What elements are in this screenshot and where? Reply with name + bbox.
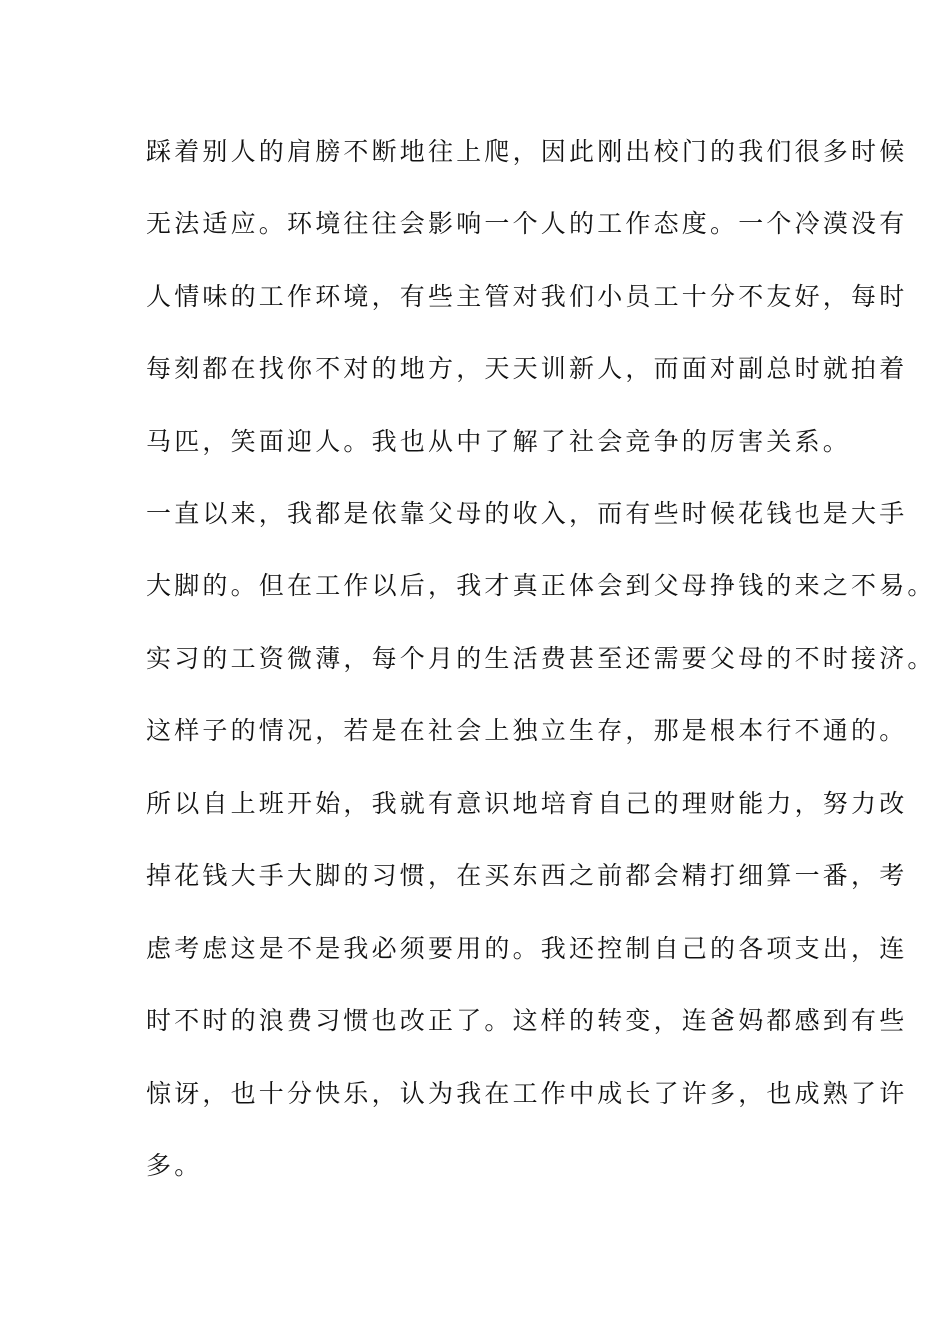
text-line: 这样子的情况，若是在社会上独立生存，那是根本行不通的。 <box>146 716 908 745</box>
text-line: 所以自上班开始，我就有意识地培育自己的理财能力，努力改 <box>146 789 908 818</box>
text-line: 无法适应。环境往往会影响一个人的工作态度。一个冷漠没有 <box>146 209 908 238</box>
text-line: 一直以来，我都是依靠父母的收入，而有些时候花钱也是大手 <box>146 499 908 528</box>
text-line: 虑考虑这是不是我必须要用的。我还控制自己的各项支出，连 <box>146 934 908 963</box>
text-line: 掉花钱大手大脚的习惯，在买东西之前都会精打细算一番，考 <box>146 861 908 890</box>
text-line: 时不时的浪费习惯也改正了。这样的转变，连爸妈都感到有些 <box>146 1006 908 1035</box>
text-line: 大脚的。但在工作以后，我才真正体会到父母挣钱的来之不易。 <box>146 571 936 600</box>
text-line: 人情味的工作环境，有些主管对我们小员工十分不友好，每时 <box>146 282 908 311</box>
text-line: 踩着别人的肩膀不断地往上爬，因此刚出校门的我们很多时候 <box>146 137 908 166</box>
text-line: 实习的工资微薄，每个月的生活费甚至还需要父母的不时接济。 <box>146 644 936 673</box>
text-line: 多。 <box>146 1151 203 1180</box>
text-line: 马匹，笑面迎人。我也从中了解了社会竞争的厉害关系。 <box>146 427 852 456</box>
text-line: 惊讶，也十分快乐，认为我在工作中成长了许多，也成熟了许 <box>146 1079 908 1108</box>
text-line: 每刻都在找你不对的地方，天天训新人，而面对副总时就拍着 <box>146 354 908 383</box>
